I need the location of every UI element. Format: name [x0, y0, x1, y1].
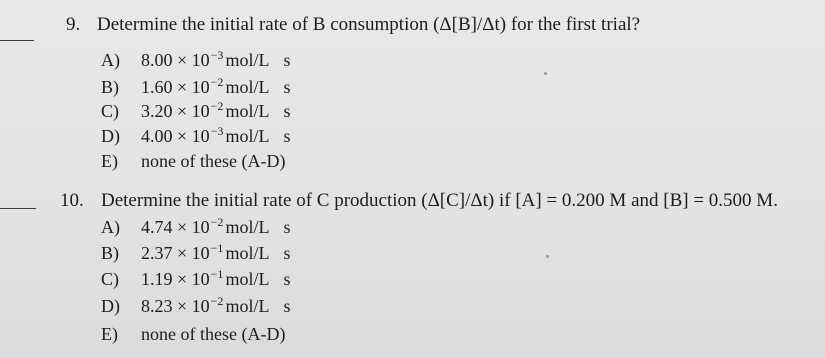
- choice-item: [101, 50, 290, 71]
- choice-item: [101, 296, 290, 317]
- question-number: 9.: [66, 14, 81, 35]
- choice-letter: E): [101, 324, 118, 344]
- choice-mantissa: 2.37 × 10: [141, 243, 210, 263]
- choice-unit-seconds: s: [283, 269, 291, 289]
- choice-letter: C): [101, 101, 119, 121]
- choice-mantissa: 8.23 × 10: [141, 296, 210, 316]
- choice-unit-seconds: s: [283, 50, 291, 70]
- choice-item: [101, 217, 290, 238]
- choice-letter: A): [101, 217, 120, 237]
- choice-unit: mol/L: [225, 126, 270, 146]
- choice-letter: C): [101, 269, 119, 289]
- answer-blank-q9: [0, 40, 34, 41]
- choice-letter: B): [101, 243, 119, 263]
- choice-exponent: −3: [210, 124, 224, 138]
- choice-exponent: −1: [210, 241, 224, 255]
- choice-unit: mol/L: [225, 101, 270, 121]
- choice-item: [101, 151, 285, 172]
- choice-letter: E): [101, 151, 118, 171]
- choice-mantissa: 1.19 × 10: [141, 269, 210, 289]
- choice-text: none of these (A-D): [141, 324, 286, 344]
- question-prompt: Determine the initial rate of C production (Δ[C]/Δt) if [A] = 0.200 M and [B] = 0.500 M.: [101, 190, 778, 211]
- choice-letter: B): [101, 77, 119, 97]
- choice-exponent: −2: [210, 294, 224, 308]
- choice-unit: mol/L: [225, 243, 270, 263]
- answer-blank-q10: [0, 208, 36, 209]
- choice-exponent: −2: [210, 99, 224, 113]
- choice-exponent: −2: [210, 75, 224, 89]
- choice-mantissa: 4.74 × 10: [141, 217, 210, 237]
- choice-unit: mol/L: [225, 296, 270, 316]
- choice-item: [101, 126, 290, 147]
- choice-unit: mol/L: [225, 217, 270, 237]
- choice-mantissa: 3.20 × 10: [141, 101, 210, 121]
- choice-text: none of these (A-D): [141, 151, 286, 171]
- choice-unit: mol/L: [225, 50, 270, 70]
- question-prompt: Determine the initial rate of B consumption (Δ[B]/Δt) for the first trial?: [97, 14, 641, 35]
- choice-exponent: −1: [210, 267, 224, 281]
- choice-item: [101, 243, 290, 264]
- choice-exponent: −2: [210, 215, 224, 229]
- choice-unit-seconds: s: [283, 296, 291, 316]
- choice-item: [101, 101, 290, 122]
- choice-letter: A): [101, 50, 120, 70]
- choice-letter: D): [101, 126, 120, 146]
- question-number: 10.: [60, 190, 84, 211]
- choice-unit-seconds: s: [283, 77, 291, 97]
- choice-mantissa: 4.00 × 10: [141, 126, 210, 146]
- choice-unit: mol/L: [225, 77, 270, 97]
- choice-unit-seconds: s: [283, 126, 291, 146]
- choice-exponent: −3: [210, 48, 224, 62]
- choice-unit: mol/L: [225, 269, 270, 289]
- paper-speck: [546, 255, 549, 258]
- choice-unit-seconds: s: [283, 217, 291, 237]
- choice-letter: D): [101, 296, 120, 316]
- choice-item: [101, 77, 290, 98]
- choice-item: [101, 324, 285, 345]
- choice-mantissa: 1.60 × 10: [141, 77, 210, 97]
- choice-unit-seconds: s: [283, 101, 291, 121]
- paper-speck: [544, 72, 547, 75]
- choice-mantissa: 8.00 × 10: [141, 50, 210, 70]
- choice-unit-seconds: s: [283, 243, 291, 263]
- choice-item: [101, 269, 290, 290]
